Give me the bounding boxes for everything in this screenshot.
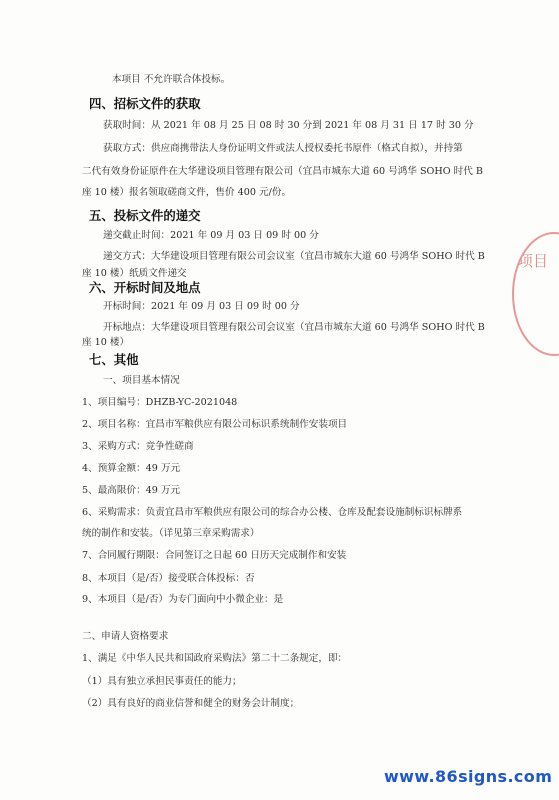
line-obtain-method-cont: 二代有效身份证原件在大华建设项目管理有限公司（宜昌市城东大道 60 号鸿华 SOHO 时代 B [82,166,483,177]
line-requirements: 6、采购需求：负责宜昌市军粮供应有限公司的综合办公楼、仓库及配套设施制标识标牌系 [82,507,463,518]
line-opening-place-cont: 座 10 楼） [82,337,130,348]
line-obtain-method: 获取方式：供应商携带法人身份证明文件或法人授权委托书原件（格式自拟），并持第 [103,143,463,154]
line-project-number: 1、项目编号：DHZB-YC-2021048 [82,397,238,408]
line-sme: 9、本项目（是/否）为专门面向中小微企业：是 [82,594,284,605]
seal-text: 项目 [518,252,549,270]
line-obtain-time: 获取时间：从 2021 年 08 月 25 日 08 时 30 分到 2021 年 08 月 31 日 17 时 30 分 [103,120,474,131]
line-opening-place: 开标地点：大华建设项目管理有限公司会议室（宜昌市城东大道 60 号鸿华 SOHO 时代 B [103,322,485,333]
line-obtain-method-cont2: 座 10 楼）报名领取磋商文件，售价 400 元/份。 [82,187,292,198]
line-project-name: 2、项目名称：宜昌市军粮供应有限公司标识系统制作安装项目 [82,419,348,430]
heading-section-4: 四、招标文件的获取 [89,96,201,111]
line-project-basics: 一、项目基本情况 [103,375,180,386]
heading-section-5: 五、投标文件的递交 [89,208,201,223]
line-qualification-1-1: （1）具有独立承担民事责任的能力； [82,676,242,687]
line-submit-method: 递交方式：大华建设项目管理有限公司会议室（宜昌市城东大道 60 号鸿华 SOHO 时代 B [103,251,485,262]
line-qualification-1: 1、满足《中华人民共和国政府采购法》第二十二条规定，即： [82,653,348,664]
red-seal-stamp [512,232,559,356]
line-opening-time: 开标时间：2021 年 09 月 03 日 09 时 00 分 [103,301,300,312]
line-no-joint-bid: 本项目 不允许联合体投标。 [112,74,231,85]
line-submit-method-cont: 座 10 楼）纸质文件递交 [82,268,187,279]
heading-section-7: 七、其他 [89,352,139,367]
line-joint-bid: 8、本项目（是/否）接受联合体投标：否 [82,573,255,584]
line-max-price: 5、最高限价：49 万元 [82,485,181,496]
heading-section-6: 六、开标时间及地点 [89,280,201,295]
line-qualification-1-2: （2）具有良好的商业信誉和健全的财务会计制度； [82,698,300,709]
line-qualification-heading: 二、申请人资格要求 [82,631,169,642]
watermark-text: www.86signs.com [384,767,553,786]
line-requirements-cont: 统的制作和安装。（详见第三章采购需求） [82,528,260,539]
line-budget: 4、预算金额：49 万元 [82,463,181,474]
line-contract-period: 7、合同履行期限：合同签订之日起 60 日历天完成制作和安装 [82,550,347,561]
line-procurement-method: 3、采购方式：竞争性磋商 [82,441,194,452]
line-submit-deadline: 递交截止时间：2021 年 09 月 03 日 09 时 00 分 [103,230,319,241]
